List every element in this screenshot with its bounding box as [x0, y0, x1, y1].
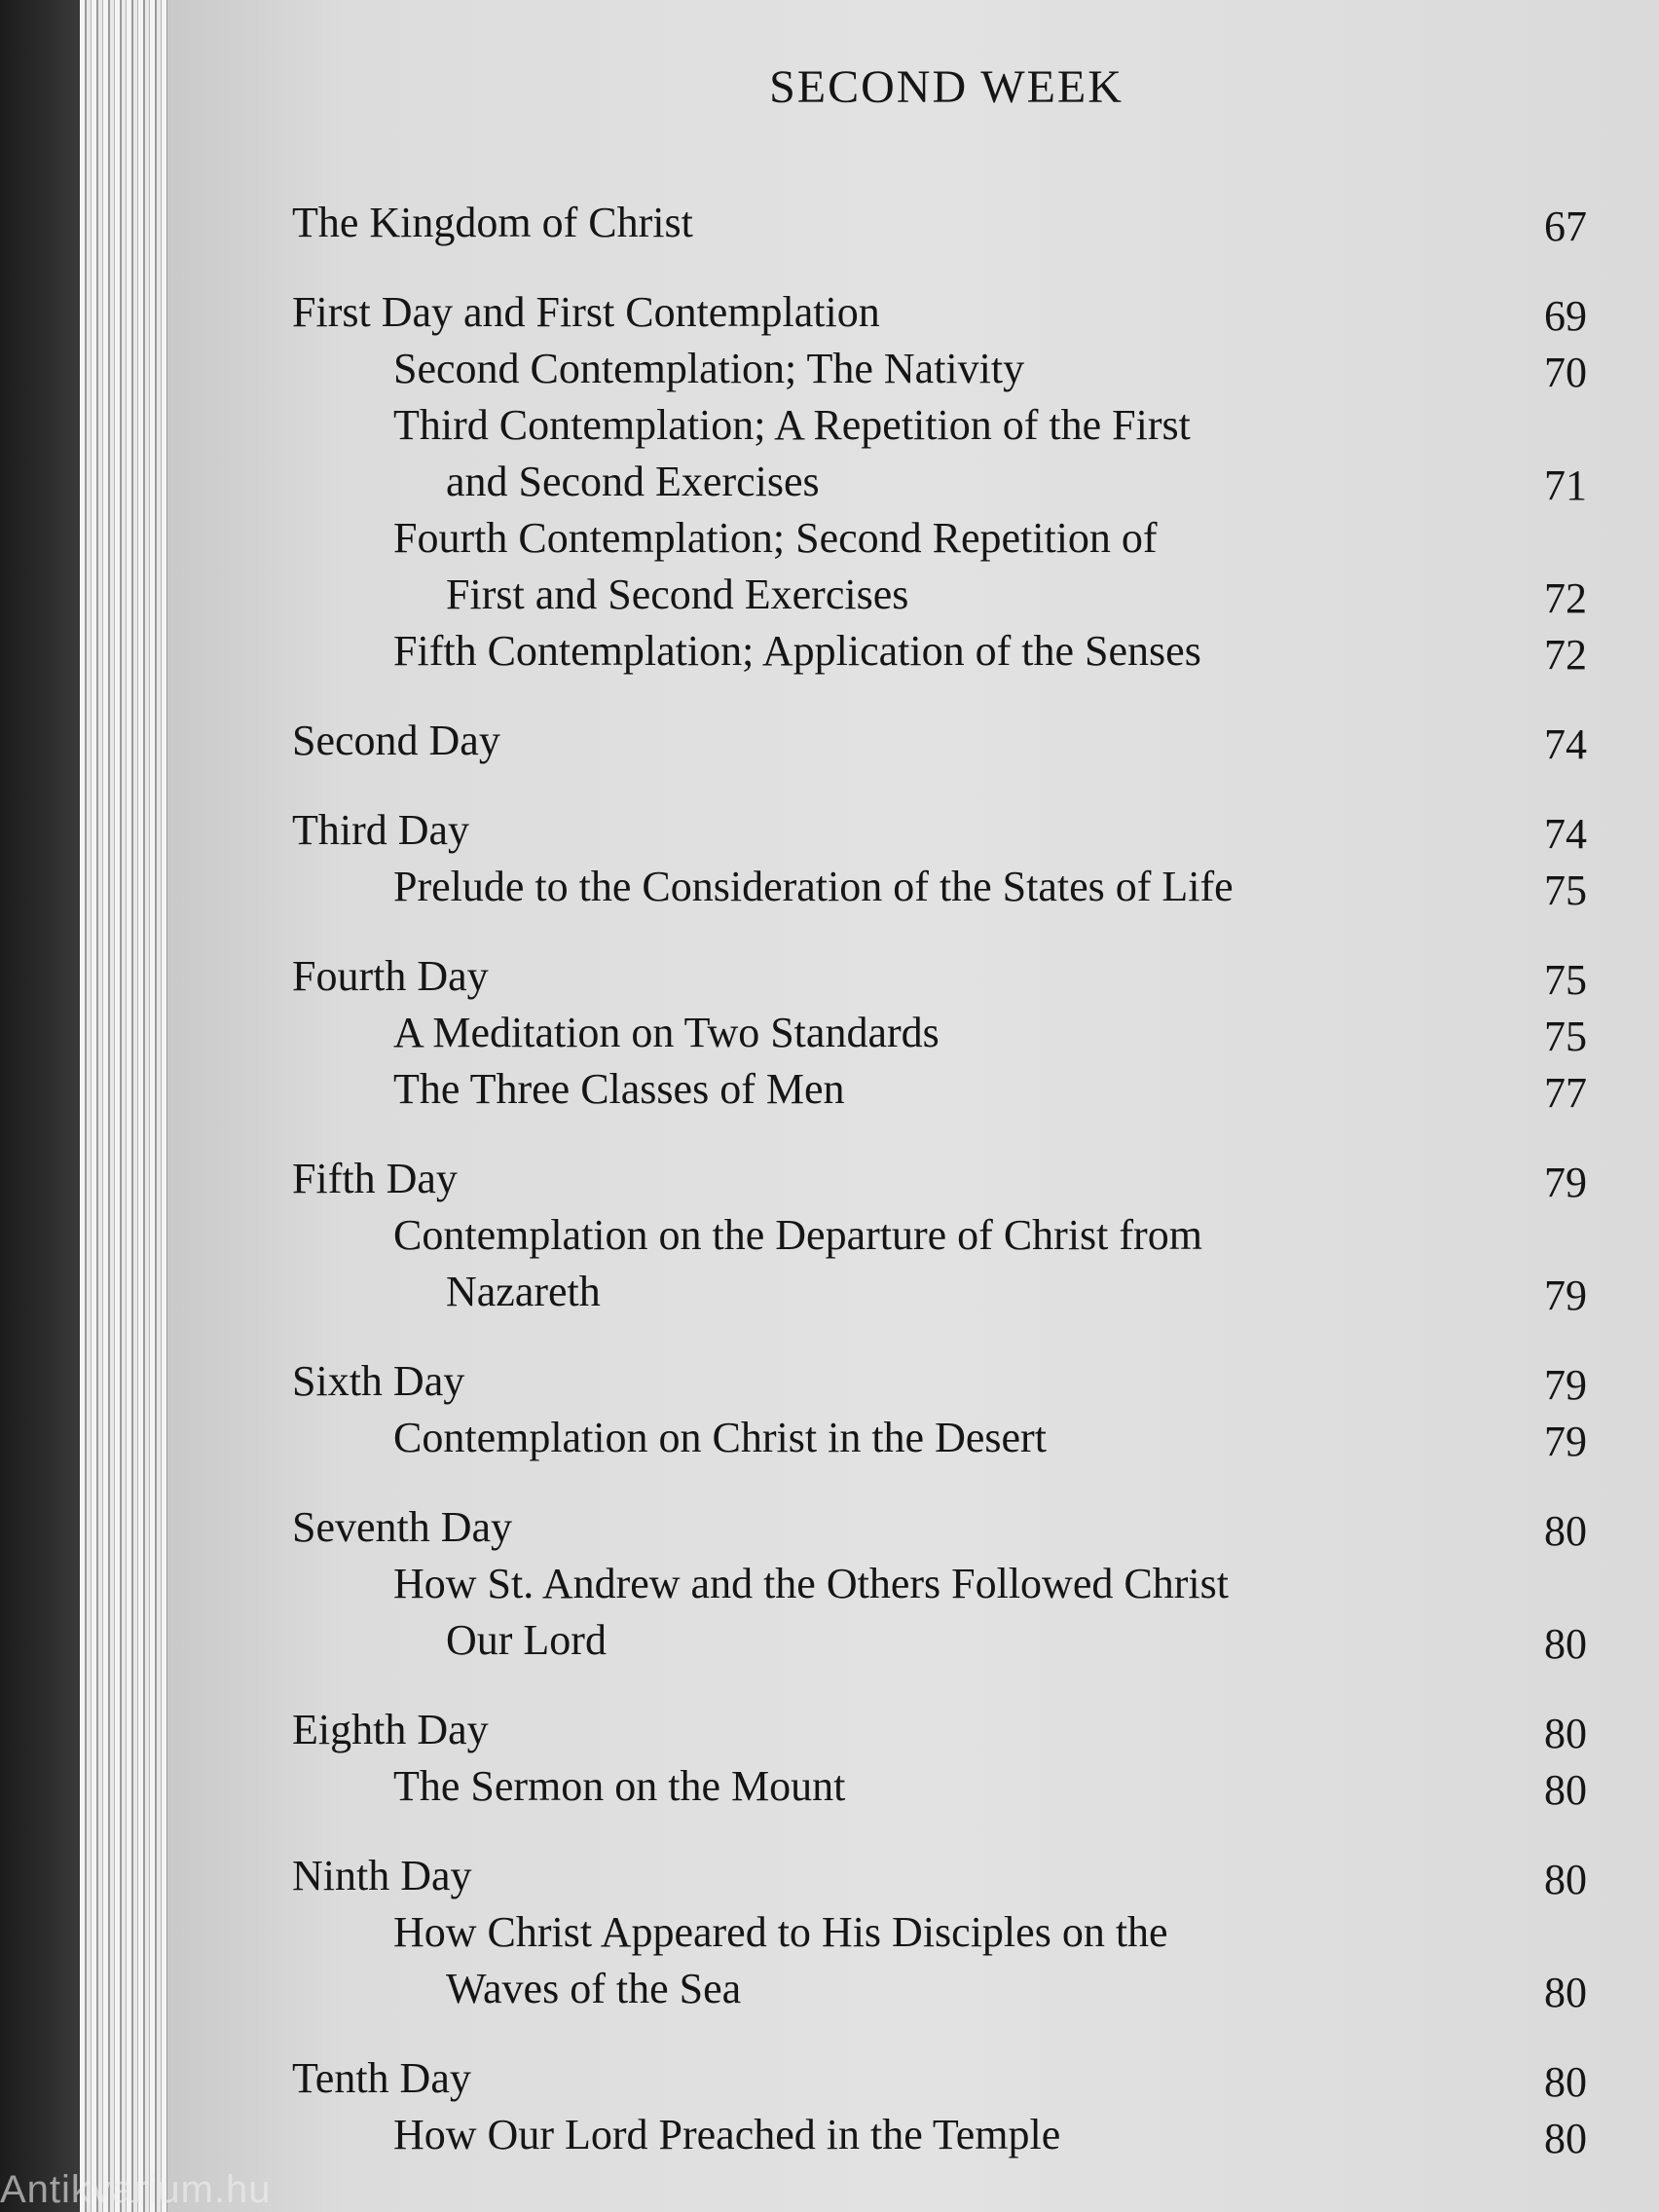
- book-spine: [0, 0, 80, 2212]
- entry-title-text: Sixth Day: [292, 1357, 465, 1405]
- page-edges: [80, 0, 167, 2212]
- toc-entry: [292, 1499, 1587, 1556]
- entry-gap: [292, 1815, 1587, 1848]
- entry-title: [292, 1758, 1433, 1815]
- entry-title: [292, 195, 1433, 251]
- page-number: 80: [1544, 1507, 1587, 1555]
- toc-subentry: [292, 1005, 1587, 1061]
- entry-title-text: Second Day: [292, 717, 500, 764]
- toc-subentry: [292, 859, 1587, 915]
- entry-title: [292, 1848, 1433, 1904]
- entry-title-text: Seventh Day: [292, 1503, 513, 1551]
- page-number: 77: [1544, 1069, 1587, 1117]
- page-number: 75: [1544, 1013, 1587, 1060]
- page-number: 79: [1544, 1418, 1587, 1465]
- entry-title-continuation: Waves of the Sea: [446, 1965, 742, 2012]
- entry-title-text: The Sermon on the Mount: [393, 1762, 846, 1810]
- page-number: 74: [1544, 810, 1587, 858]
- page-number: 80: [1544, 1856, 1587, 1903]
- page-number: 79: [1544, 1361, 1587, 1409]
- entry-title-text: How St. Andrew and the Others Followed Christ: [393, 1560, 1229, 1607]
- entry-gap: [292, 251, 1587, 284]
- toc-entry: [292, 948, 1587, 1005]
- entry-title: [292, 859, 1433, 915]
- entry-title-continuation: Nazareth: [446, 1268, 601, 1315]
- toc-subentry: [292, 341, 1587, 397]
- toc-entry: [292, 195, 1587, 251]
- entry-title-continuation: and Second Exercises: [446, 458, 820, 505]
- toc-subentry: [292, 1904, 1587, 2017]
- page-number: 80: [1544, 2058, 1587, 2106]
- entry-title: [292, 284, 1433, 341]
- page-number: 72: [1544, 631, 1587, 679]
- entry-title: [292, 1061, 1433, 1118]
- page-number: 75: [1544, 956, 1587, 1004]
- page-number: 80: [1544, 1710, 1587, 1757]
- entry-title: [292, 1556, 1433, 1669]
- entry-title-text: Fourth Contemplation; Second Repetition of: [393, 514, 1158, 562]
- entry-title: [292, 2050, 1433, 2107]
- toc-subentry: [292, 397, 1587, 510]
- entry-title-text: First Day and First Contemplation: [292, 288, 880, 336]
- entry-title-continuation: First and Second Exercises: [446, 571, 909, 618]
- entry-gap: [292, 769, 1587, 802]
- page-number: 69: [1544, 292, 1587, 340]
- entry-title: [292, 1904, 1433, 2017]
- page-number: 79: [1544, 1159, 1587, 1206]
- toc-subentry: [292, 1758, 1587, 1815]
- entry-title: [292, 341, 1433, 397]
- page-number: 74: [1544, 720, 1587, 768]
- entry-gap: [292, 1118, 1587, 1151]
- toc-subentry: [292, 1207, 1587, 1320]
- entry-title: [292, 510, 1433, 623]
- toc-entry: [292, 1151, 1587, 1207]
- entry-title: [292, 1151, 1433, 1207]
- entry-title-text: Fourth Day: [292, 952, 489, 1000]
- entry-title-text: Fifth Day: [292, 1155, 458, 1202]
- entry-title-text: A Meditation on Two Standards: [393, 1009, 940, 1056]
- page-number: 79: [1544, 1272, 1587, 1319]
- entry-gap: [292, 1669, 1587, 1702]
- toc-subentry: [292, 1061, 1587, 1118]
- entry-title: [292, 1702, 1433, 1758]
- entry-title: [292, 2107, 1433, 2163]
- entry-title-text: Fifth Contemplation; Application of the Senses: [393, 627, 1201, 675]
- toc-subentry: [292, 510, 1587, 623]
- toc-subentry: [292, 1410, 1587, 1466]
- entry-title-text: Third Day: [292, 806, 470, 854]
- entry-gap: [292, 680, 1587, 713]
- entry-title-text: How Our Lord Preached in the Temple: [393, 2111, 1061, 2158]
- entry-title: [292, 802, 1433, 859]
- toc-subentry: [292, 1556, 1587, 1669]
- entry-title: [292, 1353, 1433, 1410]
- toc-entry: [292, 2050, 1587, 2107]
- entry-title-text: Prelude to the Consideration of the States of Life: [393, 863, 1234, 910]
- entry-gap: [292, 2017, 1587, 2050]
- entry-title-text: The Kingdom of Christ: [292, 199, 693, 246]
- entry-title: [292, 948, 1433, 1005]
- page-number: 67: [1544, 203, 1587, 250]
- page-number: 80: [1544, 1620, 1587, 1668]
- entry-title-text: Contemplation on Christ in the Desert: [393, 1414, 1047, 1461]
- watermark: Antikvarium.hu: [0, 2168, 272, 2211]
- page-number: 72: [1544, 574, 1587, 622]
- entry-title: [292, 1499, 1433, 1556]
- entry-title-text: Third Contemplation; A Repetition of the First: [393, 401, 1191, 449]
- entry-title-text: Second Contemplation; The Nativity: [393, 345, 1025, 392]
- table-of-contents: [292, 195, 1587, 2163]
- section-heading: SECOND WEEK: [769, 61, 1124, 113]
- entry-title-text: How Christ Appeared to His Disciples on the: [393, 1908, 1168, 1956]
- page-number: 70: [1544, 349, 1587, 396]
- entry-gap: [292, 1466, 1587, 1499]
- toc-entry: [292, 713, 1587, 769]
- page-number: 80: [1544, 2115, 1587, 2162]
- page-number: 80: [1544, 1766, 1587, 1814]
- entry-title: [292, 1207, 1433, 1320]
- entry-gap: [292, 1320, 1587, 1353]
- entry-title: [292, 623, 1433, 680]
- entry-title: [292, 713, 1433, 769]
- entry-title-text: Tenth Day: [292, 2054, 471, 2102]
- toc-entry: [292, 1353, 1587, 1410]
- entry-title: [292, 1410, 1433, 1466]
- toc-subentry: [292, 2107, 1587, 2163]
- toc-entry: [292, 802, 1587, 859]
- entry-title-text: The Three Classes of Men: [393, 1065, 845, 1113]
- entry-title-continuation: Our Lord: [446, 1616, 607, 1664]
- toc-entry: [292, 1702, 1587, 1758]
- entry-title-text: Ninth Day: [292, 1852, 472, 1899]
- page-number: 75: [1544, 866, 1587, 914]
- entry-title: [292, 397, 1433, 510]
- page-number: 71: [1544, 461, 1587, 509]
- toc-entry: [292, 284, 1587, 341]
- entry-title-text: Eighth Day: [292, 1706, 489, 1753]
- page-number: 80: [1544, 1969, 1587, 2016]
- entry-title: [292, 1005, 1433, 1061]
- toc-subentry: [292, 623, 1587, 680]
- entry-gap: [292, 915, 1587, 948]
- entry-title-text: Contemplation on the Departure of Christ from: [393, 1211, 1202, 1259]
- toc-entry: [292, 1848, 1587, 1904]
